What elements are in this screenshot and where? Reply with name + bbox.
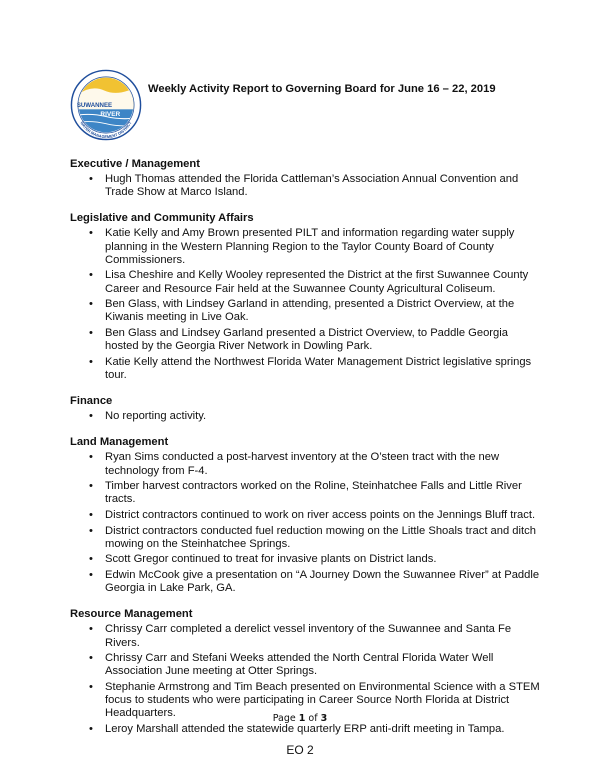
bullet-list [70,173,540,199]
list-item: • Ryan Sims conducted a post-harvest inventory at the O’steen tract with the new technology from F-4. [70,451,540,477]
srwmd-logo-icon [70,69,142,141]
page-current: 1 [298,713,306,724]
report-title: Weekly Activity Report to Governing Board for June 16 – 22, 2019 [148,83,496,95]
section-heading: Land Management [70,436,169,449]
list-item: • Stephanie Armstrong and Tim Beach presented on Environmental Science with a STEM focus to students who were participating in Career Source North Florida at District Headquarters. [70,681,540,721]
list-item: • Lisa Cheshire and Kelly Wooley represented the District at the first Suwannee County Career and Resource Fair held at the Suwannee County Agricultural Coliseum. [70,269,540,295]
list-item: • Ben Glass, with Lindsey Garland in attending, presented a District Overview, at the Kiwanis meeting in Live Oak. [70,298,540,324]
page-total: 3 [320,713,328,724]
logo-text-mid: RIVER [100,110,121,118]
bullet-list [70,410,540,423]
list-item: • Hugh Thomas attended the Florida Cattleman’s Association Annual Convention and Trade Show at Marco Island. [70,173,540,199]
section-heading: Executive / Management [70,158,200,170]
logo-text-top: SUWANNEE [76,102,113,110]
document-code: EO 2 [286,743,314,757]
logo-text-ring: WATER MANAGEMENT DISTRICT [79,120,133,140]
page-number [0,713,600,724]
list-item: • District contractors conducted fuel reduction mowing on the Little Shoals tract and ditch mowing on the Steinhatchee Springs. [70,525,540,551]
section-finance [70,394,540,423]
list-item: • Chrissy Carr completed a derelict vessel inventory of the Suwannee and Santa Fe Rivers. [70,623,540,649]
section-land-management [70,435,540,595]
list-item: • Katie Kelly and Amy Brown presented PILT and information regarding water supply planning in the Western Planning Region to the Taylor County Board of County Commissioners. [70,227,540,267]
list-item: • Katie Kelly attend the Northwest Florida Water Management District legislative springs tour. [70,356,540,382]
page-mid: of [305,713,321,724]
list-item: • District contractors continued to work on river access points on the Jennings Bluff tract. [70,509,540,522]
section-legislative-community-affairs [70,211,540,382]
page-prefix: Page [272,713,299,724]
report-body [70,157,540,748]
section-heading: Resource Management [70,608,193,621]
list-item: • No reporting activity. [70,410,540,423]
list-item: • Scott Gregor continued to treat for invasive plants on District lands. [70,553,540,566]
section-heading: Legislative and Community Affairs [70,212,254,225]
list-item: • Leroy Marshall attended the statewide quarterly ERP anti-drift meeting in Tampa. [70,723,540,736]
section-executive-management [70,157,540,199]
list-item: • Chrissy Carr and Stefani Weeks attended the North Central Florida Water Well Association June meeting at Otter Springs. [70,652,540,678]
bullet-list [70,451,540,595]
bullet-list [70,227,540,382]
list-item: • Edwin McCook give a presentation on “A Journey Down the Suwannee River” at Paddle Georgia in Lake Park, GA. [70,569,540,595]
list-item: • Timber harvest contractors worked on the Roline, Steinhatchee Falls and Little River tracts. [70,480,540,506]
list-item: • Ben Glass and Lindsey Garland presented a District Overview, to Paddle Georgia hosted by the Georgia River Network in Dowling Park. [70,327,540,353]
section-heading: Finance [70,395,113,408]
